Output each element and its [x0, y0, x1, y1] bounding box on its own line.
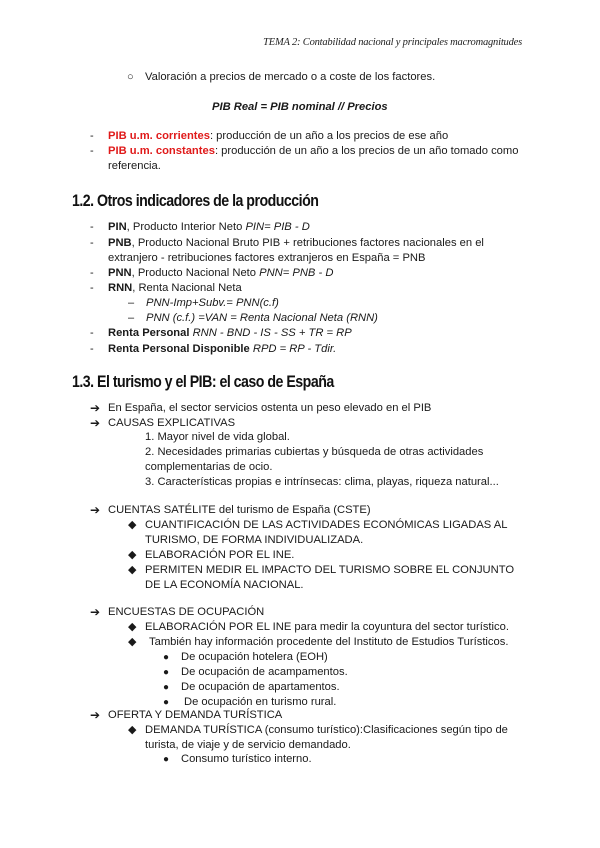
dot-bullet-icon: ● [163, 682, 170, 693]
arrow-right-icon: ➔ [90, 605, 101, 619]
cause-2: 2. Necesidades primarias cubiertas y búsqueda de otras actividades [145, 446, 484, 458]
survey-type-apartments: De ocupación de apartamentos. [181, 681, 340, 693]
satellite-point-1: CUANTIFICACIÓN DE LAS ACTIVIDADES ECONÓMICAS LIGADAS AL [145, 519, 508, 531]
satellite-point-1-cont: TURISMO, DE FORMA INDIVIDUALIZADA. [145, 534, 364, 546]
arrow-right-icon: ➔ [90, 416, 101, 430]
dash-bullet-icon: - [90, 327, 94, 339]
dot-bullet-icon: ● [163, 652, 170, 663]
list-item-current-gdp: PIB u.m. corrientes: producción de un año a los precios de ese año [108, 130, 449, 142]
arrow-item-causes: CAUSAS EXPLICATIVAS [108, 417, 236, 429]
diamond-bullet-icon: ◆ [128, 636, 137, 648]
term-constant-gdp: PIB u.m. constantes [108, 145, 215, 157]
term-current-gdp: PIB u.m. corrientes [108, 130, 210, 142]
list-item-personal-income: Renta Personal RNN - BND - IS - SS + TR = RP [108, 327, 352, 339]
list-item-pnb-cont: extranjero - retribuciones factores extranjeros en España = PNB [108, 252, 426, 264]
list-item-constant-gdp-cont: referencia. [108, 160, 161, 172]
arrow-right-icon: ➔ [90, 401, 101, 415]
cause-1: 1. Mayor nivel de vida global. [145, 431, 290, 443]
satellite-point-2: ELABORACIÓN POR EL INE. [145, 549, 295, 561]
dash-bullet-icon: - [90, 343, 94, 355]
survey-point-1: ELABORACIÓN POR EL INE para medir la coyuntura del sector turístico. [145, 621, 509, 633]
dash-bullet-icon: - [90, 130, 94, 142]
arrow-right-icon: ➔ [90, 708, 101, 722]
dot-bullet-icon: ● [163, 697, 170, 708]
valuation-line: Valoración a precios de mercado o a coste de los factores. [145, 71, 436, 83]
survey-type-rural: De ocupación en turismo rural. [184, 696, 337, 708]
demand-type-internal: Consumo turístico interno. [181, 753, 312, 765]
list-item-disposable-income: Renta Personal Disponible RPD = RP - Tdir. [108, 343, 337, 355]
survey-type-hotel: De ocupación hotelera (EOH) [181, 651, 328, 663]
dash-bullet-icon: - [90, 221, 94, 233]
real-gdp-formula: PIB Real = PIB nominal // Precios [212, 101, 388, 113]
arrow-item-satellite-accounts: CUENTAS SATÉLITE del turismo de España (CSTE) [108, 504, 371, 516]
list-item-constant-gdp: PIB u.m. constantes: producción de un año a los precios de un año tomado como [108, 145, 519, 157]
arrow-item-services-weight: En España, el sector servicios ostenta un peso elevado en el PIB [108, 402, 432, 414]
list-item-pnb: PNB, Producto Nacional Bruto PIB + retribuciones factores nacionales en el [108, 237, 484, 249]
diamond-bullet-icon: ◆ [128, 621, 137, 633]
list-item-pin: PIN, Producto Interior Neto PIN= PIB - D [108, 221, 310, 233]
arrow-item-supply-demand: OFERTA Y DEMANDA TURÍSTICA [108, 709, 283, 721]
survey-point-2: También hay información procedente del Instituto de Estudios Turísticos. [149, 636, 509, 648]
dash-bullet-icon: - [90, 282, 94, 294]
diamond-bullet-icon: ◆ [128, 564, 137, 576]
list-item-pnn: PNN, Producto Nacional Neto PNN= PNB - D [108, 267, 334, 279]
dash-bullet-icon: - [90, 145, 94, 157]
arrow-item-occupancy-surveys: ENCUESTAS DE OCUPACIÓN [108, 606, 265, 618]
dash-bullet-icon: - [90, 267, 94, 279]
diamond-bullet-icon: ◆ [128, 724, 137, 736]
dash-bullet-icon: – [128, 312, 135, 324]
list-item-rnn: RNN, Renta Nacional Neta [108, 282, 242, 294]
page-header: TEMA 2: Contabilidad nacional y principales macromagnitudes [263, 37, 522, 48]
dot-bullet-icon: ● [163, 667, 170, 678]
arrow-right-icon: ➔ [90, 503, 101, 517]
circle-bullet-icon: ○ [127, 71, 134, 83]
demand-point-1-cont: turista, de viaje y de servicio demandado. [145, 739, 351, 751]
section-heading-1-2: 1.2. Otros indicadores de la producción [72, 192, 319, 210]
dot-bullet-icon: ● [163, 754, 170, 765]
satellite-point-3-cont: DE LA ECONOMÍA NACIONAL. [145, 579, 304, 591]
diamond-bullet-icon: ◆ [128, 519, 137, 531]
dash-bullet-icon: – [128, 297, 135, 309]
survey-type-camping: De ocupación de acampamentos. [181, 666, 348, 678]
dash-bullet-icon: - [90, 237, 94, 249]
demand-point-1: DEMANDA TURÍSTICA (consumo turístico):Clasificaciones según tipo de [145, 724, 508, 736]
satellite-point-3: PERMITEN MEDIR EL IMPACTO DEL TURISMO SOBRE EL CONJUNTO [145, 564, 515, 576]
cause-2-cont: complementarias de ocio. [145, 461, 273, 473]
section-heading-1-3: 1.3. El turismo y el PIB: el caso de España [72, 373, 334, 391]
diamond-bullet-icon: ◆ [128, 549, 137, 561]
rnn-sub-item-2: PNN (c.f.) =VAN = Renta Nacional Neta (RNN) [146, 312, 378, 324]
cause-3: 3. Características propias e intrínsecas: clima, playas, riqueza natural... [145, 476, 499, 488]
rnn-sub-item-1: PNN-Imp+Subv.= PNN(c.f) [146, 297, 279, 309]
